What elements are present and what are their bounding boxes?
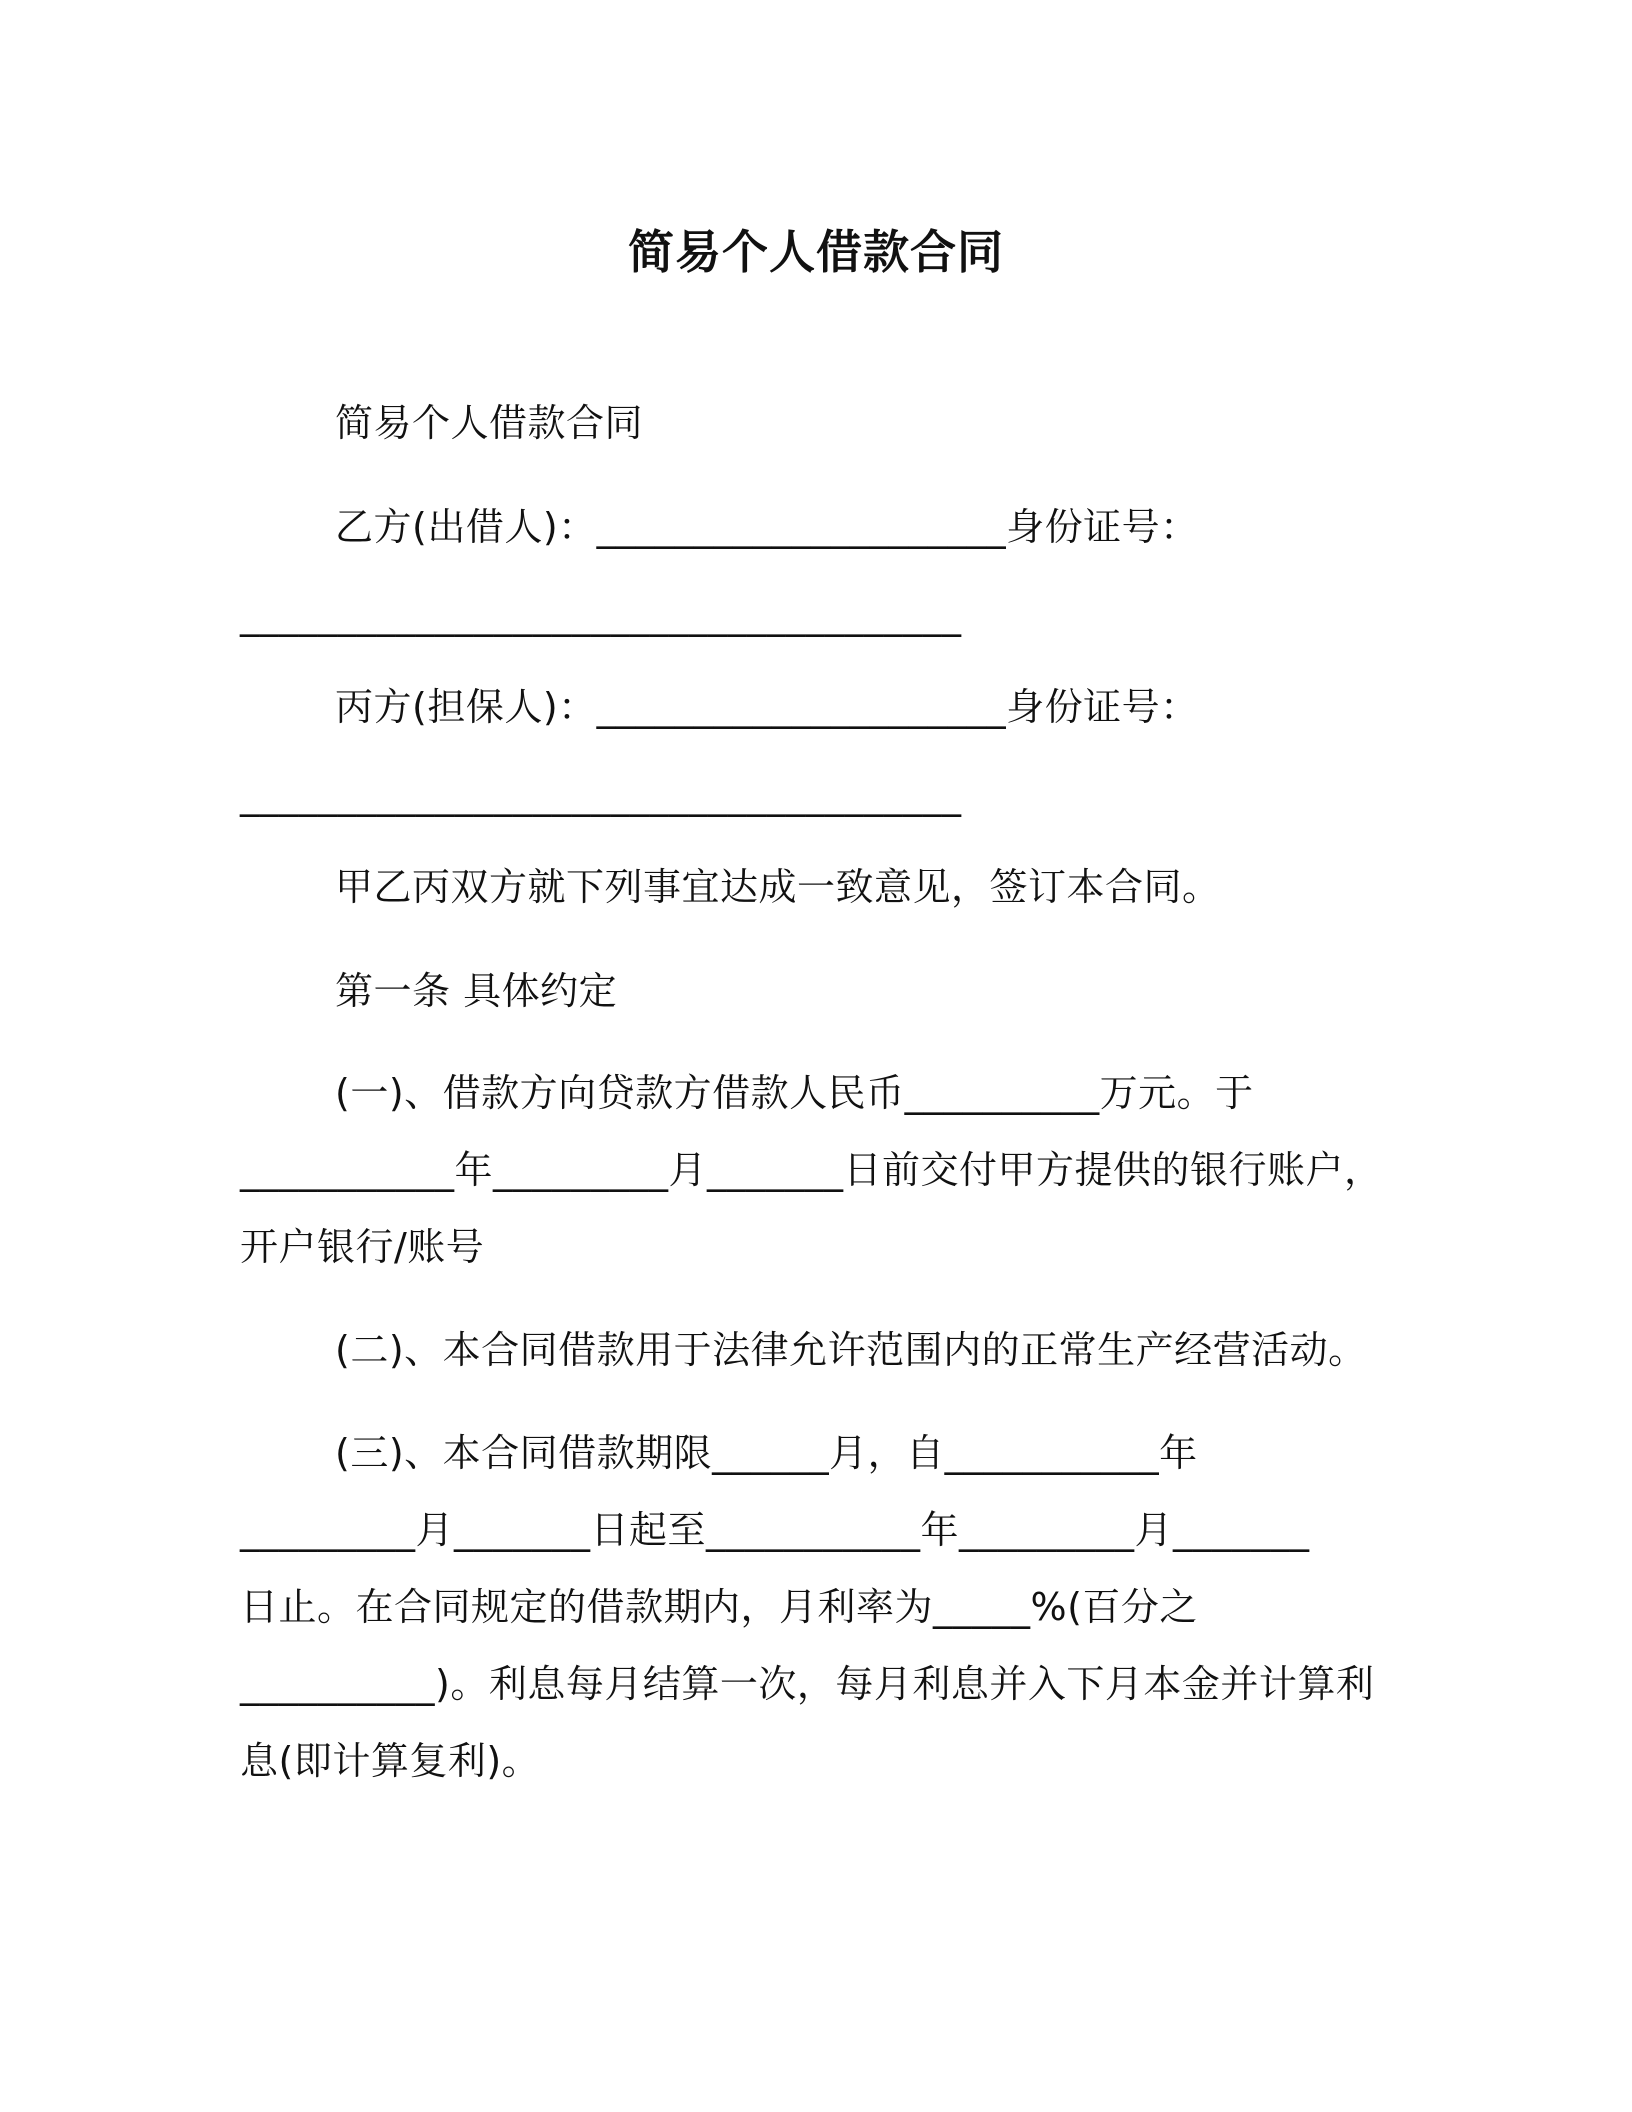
clause-three-line-3: 日止。在合同规定的借款期内，月利率为_____%(百分之 <box>240 1585 1198 1629</box>
article-one-heading: 第一条 具体约定 <box>335 969 618 1013</box>
clause-two-line: (二)、本合同借款用于法律允许范围内的正常生产经营活动。 <box>335 1328 1367 1372</box>
party-c-line: 丙方(担保人)：_____________________身份证号： <box>335 685 1199 729</box>
party-b-line: 乙方(出借人)：_____________________身份证号： <box>335 505 1199 549</box>
clause-three-line-4: __________)。利息每月结算一次，每月利息并入下月本金并计算利 <box>240 1662 1375 1706</box>
party-c-id-blank-line: _____________________________________ <box>240 773 962 817</box>
agreement-statement: 甲乙丙双方就下列事宜达成一致意见，签订本合同。 <box>335 865 1221 909</box>
document-title: 简易个人借款合同 <box>628 225 1004 279</box>
clause-one-line-2: ___________年_________月_______日前交付甲方提供的银行账户， <box>240 1148 1383 1192</box>
clause-three-line-1: (三)、本合同借款期限______月，自___________年 <box>335 1431 1198 1475</box>
clause-one-line-3: 开户银行/账号 <box>240 1225 485 1269</box>
clause-one-line-1: (一)、借款方向贷款方借款人民币__________万元。于 <box>335 1071 1254 1115</box>
clause-three-line-5: 息(即计算复利)。 <box>240 1739 541 1783</box>
clause-three-line-2: _________月_______日起至___________年_________月_______ <box>240 1508 1310 1552</box>
subtitle-line: 简易个人借款合同 <box>335 401 644 445</box>
party-b-id-blank-line: _____________________________________ <box>240 593 962 637</box>
